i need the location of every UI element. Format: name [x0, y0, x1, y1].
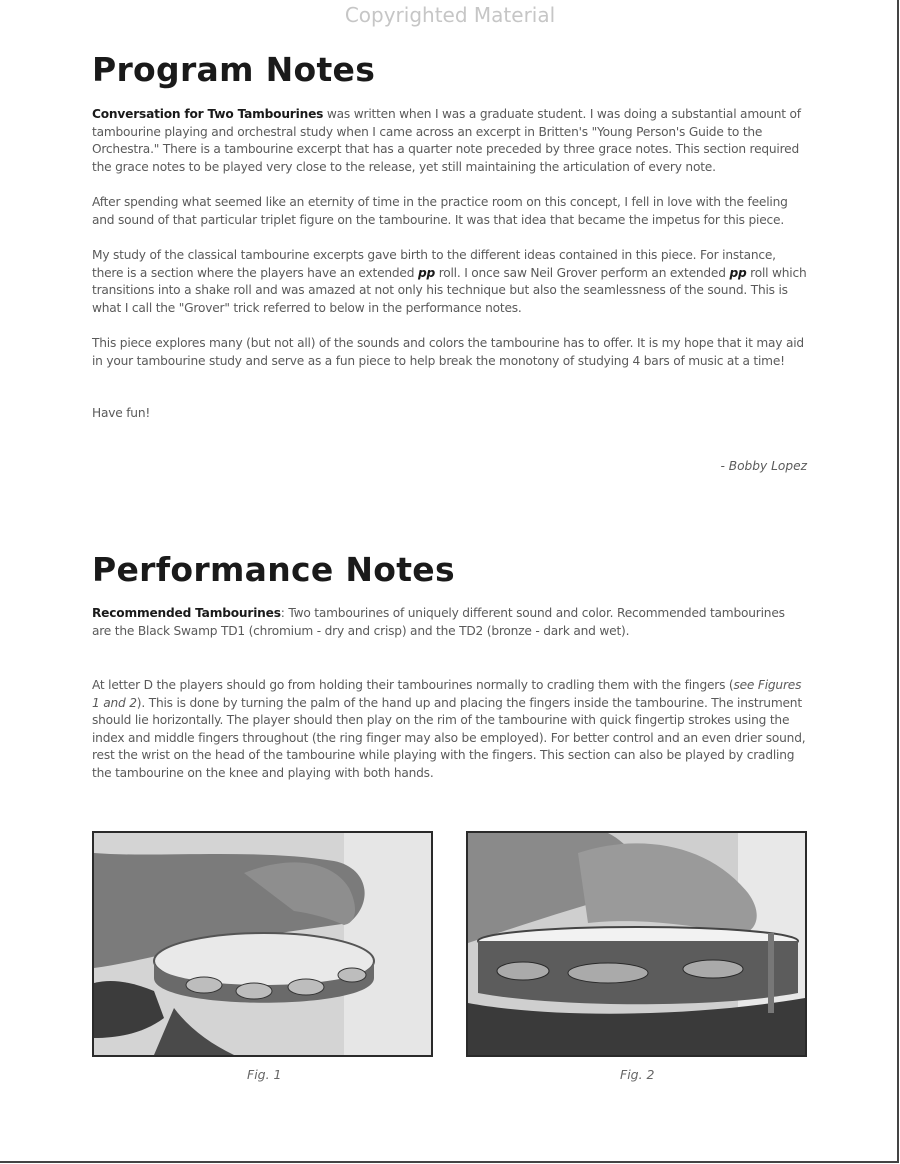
performance-notes-heading: Performance Notes	[92, 550, 455, 589]
program-notes-paragraph-5: Have fun!	[92, 406, 151, 420]
performance-notes-paragraph-1-text: : Two tambourines of uniquely different sound and color. Recommended tambourines are the Black Swamp TD1 (chromium - dry and crisp) and the TD2 (bronze - dark and wet).	[92, 606, 785, 638]
performance-notes-paragraph-1	[92, 605, 807, 640]
program-notes-paragraph-3	[92, 247, 807, 317]
recommended-tambourines-label: Recommended Tambourines	[92, 606, 281, 620]
figure-1-caption: Fig. 1	[247, 1067, 282, 1082]
performance-notes-paragraph-2	[92, 677, 807, 783]
tambourine-cradle-photo-1	[94, 833, 431, 1055]
piece-title: Conversation for Two Tambourines	[92, 107, 324, 121]
p3-part-c: roll which transitions into a shake roll and was amazed at not only his technique but also the seamlessness of the sound. This is what I call the "Grover" trick referred to below in the performance notes.	[92, 265, 807, 315]
p2-part-b: ). This is done by turning the palm of the hand up and placing the fingers inside the tambourine. The instrument should lie horizontally. The player should then play on the rim of the tambourine with quick fingertip strokes using the index and middle fingers throughout (the ring finger may also be employed). For better control and an even drier sound, rest the wrist on the head of the tambourine while playing with the fingers. This section can also be played by cradling the tambourine on the knee and playing with both hands.	[92, 695, 806, 780]
p2-part-a: At letter D the players should go from holding their tambourines normally to cradling them with the fingers (	[92, 678, 734, 692]
program-notes-heading: Program Notes	[92, 50, 376, 89]
watermark: Copyrighted Material	[344, 3, 556, 27]
figure-2-photo	[466, 831, 807, 1057]
program-notes-paragraph-1-text: was written when I was a graduate student. I was doing a substantial amount of tambourine playing and orchestral study when I came across an excerpt in Britten's "Young Person's Guide to the Orchestra." There is a tambourine excerpt that has a quarter note preceded by three grace notes. This section required the grace notes to be played very close to the release, yet still maintaining the articulation of every note.	[92, 107, 801, 174]
p3-part-a: My study of the classical tambourine excerpts gave birth to the different ideas contained in this piece. For instance, there is a section where the players have an extended	[92, 248, 776, 280]
program-notes-paragraph-4: This piece explores many (but not all) of the sounds and colors the tambourine has to offer. It is my hope that it may aid in your tambourine study and serve as a fun piece to help break the monotony of studying 4 bars of music at a time!	[92, 336, 804, 368]
pp-dynamic-1: pp	[417, 265, 436, 280]
author-signature: - Bobby Lopez	[720, 459, 807, 473]
program-notes-paragraph-2: After spending what seemed like an eternity of time in the practice room on this concept, I fell in love with the feeling and sound of that particular triplet figure on the tambourine. It was that idea that became the impetus for this piece.	[92, 195, 788, 227]
figure-2-caption: Fig. 2	[620, 1067, 655, 1082]
p3-part-b: roll. I once saw Neil Grover perform an extended	[435, 265, 730, 280]
pp-dynamic-2: pp	[729, 265, 747, 280]
program-notes-paragraph-1	[92, 106, 807, 176]
figures-reference: see Figures 1 and 2	[92, 678, 802, 710]
figure-1-photo	[92, 831, 433, 1057]
tambourine-cradle-photo-2	[468, 833, 805, 1055]
